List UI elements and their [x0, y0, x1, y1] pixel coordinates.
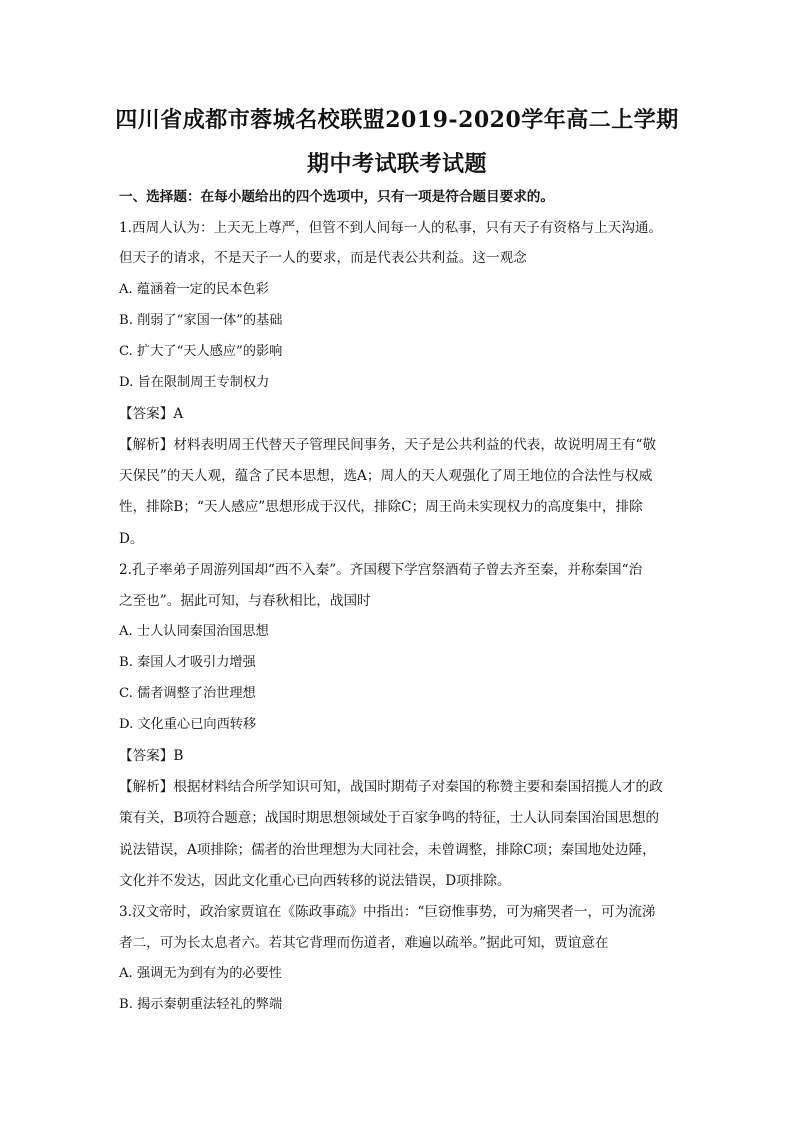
question-2-analysis-cont: 策有关，B项符合题意；战国时期思想领域处于百家争鸣的特征，士人认同秦国治国思想的 — [119, 810, 660, 826]
question-3-option-b: B. 揭示秦朝重法轻礼的弊端 — [119, 997, 283, 1012]
question-1-option-b: B. 削弱了“家国一体”的基础 — [119, 313, 283, 328]
question-2-stem: 2.孔子率弟子周游列国却“西不入秦”。齐国稷下学宫祭酒荀子曾去齐至秦，并称秦国“治 — [119, 562, 643, 578]
question-1-analysis-cont: D。 — [119, 531, 144, 547]
document-title-line-1: 四川省成都市蓉城名校联盟2019-2020学年高二上学期 — [115, 107, 679, 133]
question-2-option-b: B. 秦国人才吸引力增强 — [119, 655, 256, 670]
question-2-option-a: A. 士人认同秦国治国思想 — [119, 624, 269, 639]
question-1-analysis-cont: 天保民”的天人观，蕴含了民本思想，选A；周人的天人观强化了周王地位的合法性与权威 — [119, 468, 653, 484]
question-1-analysis-cont: 性，排除B；“天人感应”思想形成于汉代，排除C；周王尚未实现权力的高度集中，排除 — [119, 499, 643, 515]
question-1-answer: 【答案】A — [119, 406, 184, 422]
question-1-stem: 1.西周人认为：上天无上尊严，但管不到人间每一人的私事，只有天子有资格与上天沟通。 — [119, 220, 663, 236]
question-1-analysis: 【解析】材料表明周王代替天子管理民间事务，天子是公共利益的代表，故说明周王有“敬 — [119, 437, 657, 453]
question-2-analysis-cont: 文化并不发达，因此文化重心已向西转移的说法错误，D项排除。 — [119, 873, 511, 889]
question-3-stem-cont: 者二，可为长太息者六。若其它背理而伤道者，难遍以疏举。”据此可知，贾谊意在 — [119, 935, 609, 951]
question-2-stem-cont: 之至也”。据此可知，与春秋相比，战国时 — [119, 593, 371, 609]
question-1-option-c: C. 扩大了“天人感应”的影响 — [119, 344, 283, 359]
question-3-option-a: A. 强调无为到有为的必要性 — [119, 966, 282, 981]
question-1-option-d: D. 旨在限制周王专制权力 — [119, 375, 270, 390]
question-2-option-d: D. 文化重心已向西转移 — [119, 717, 257, 732]
question-1-stem-cont: 但天子的请求，不是天子一人的要求，而是代表公共利益。这一观念 — [119, 250, 527, 266]
question-1-option-a: A. 蕴涵着一定的民本色彩 — [119, 282, 269, 297]
section-heading: 一、选择题：在每小题给出的四个选项中，只有一项是符合题目要求的。 — [119, 189, 554, 205]
question-2-analysis: 【解析】根据材料结合所学知识可知，战国时期荀子对秦国的称赞主要和秦国招揽人才的政 — [119, 779, 663, 795]
question-2-option-c: C. 儒者调整了治世理想 — [119, 686, 256, 701]
document-title-line-2: 期中考试联考试题 — [306, 151, 487, 177]
question-3-stem: 3.汉文帝时，政治家贾谊在《陈政事疏》中指出：“巨窃惟事势，可为痛哭者一，可为流涕 — [119, 904, 656, 920]
question-2-analysis-cont: 说法错误，A项排除；儒者的治世理想为大同社会，未曾调整，排除C项；秦国地处边陲， — [119, 842, 656, 858]
question-2-answer: 【答案】B — [119, 748, 184, 764]
